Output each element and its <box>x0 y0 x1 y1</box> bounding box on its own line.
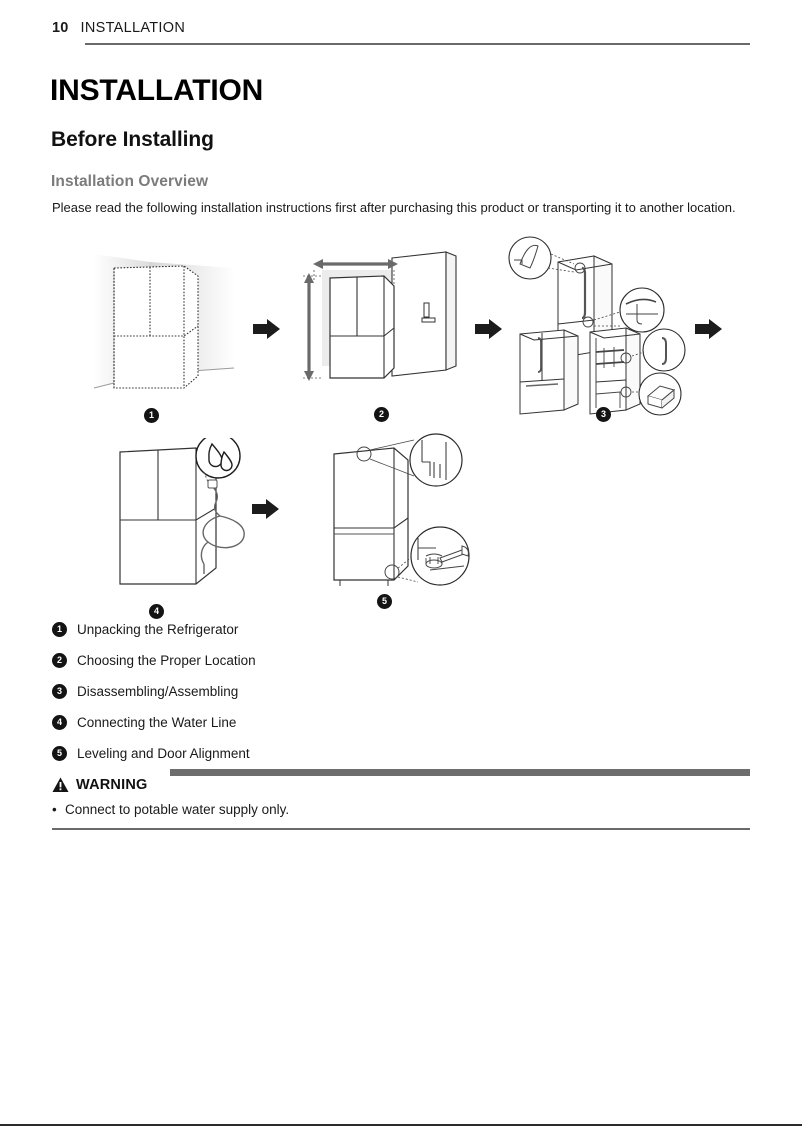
figure-1-unpacking <box>88 246 248 420</box>
list-item <box>52 738 452 769</box>
section-title: Before Installing <box>51 128 214 152</box>
warning-divider <box>52 828 750 830</box>
chapter-title: INSTALLATION <box>50 74 264 108</box>
flow-arrow-1 <box>253 318 281 345</box>
figure-3-disassembling <box>508 234 688 424</box>
refrigerator-door-removal-diagram <box>508 234 688 424</box>
subsection-title: Installation Overview <box>51 172 209 190</box>
page-number: 10 <box>52 20 69 36</box>
step-label: Connecting the Water Line <box>77 715 237 730</box>
warning-header-bar <box>170 769 750 776</box>
step-label: Leveling and Door Alignment <box>77 746 250 761</box>
warning-list-item <box>52 802 289 817</box>
arrow-right-icon <box>253 318 281 340</box>
flow-arrow-2 <box>475 318 503 345</box>
installation-overview-figures <box>0 232 802 614</box>
warning-header <box>52 777 147 793</box>
flow-arrow-3 <box>695 318 723 345</box>
figure-2-location <box>296 240 466 419</box>
step-label: Unpacking the Refrigerator <box>77 622 239 637</box>
warning-text: Connect to potable water supply only. <box>65 802 290 817</box>
step-number-badge: 1 <box>52 622 67 637</box>
header-chapter-name: INSTALLATION <box>80 20 186 36</box>
leveling-wrench-diagram <box>322 432 482 594</box>
step-label: Disassembling/Assembling <box>77 684 239 699</box>
bullet-icon: • <box>52 802 57 817</box>
page-header <box>52 20 750 44</box>
figure-badge-3: 3 <box>596 407 611 422</box>
warning-triangle-icon <box>52 777 69 793</box>
figure-badge-2: 2 <box>374 407 389 422</box>
step-number-badge: 5 <box>52 746 67 761</box>
step-number-badge: 2 <box>52 653 67 668</box>
refrigerator-doorway-dimensions-diagram <box>296 240 466 410</box>
step-label: Choosing the Proper Location <box>77 653 256 668</box>
figure-badge-5: 5 <box>377 594 392 609</box>
figure-badge-4: 4 <box>149 604 164 619</box>
installation-steps-list <box>52 614 452 769</box>
list-item <box>52 707 452 738</box>
arrow-right-icon <box>252 498 280 520</box>
flow-arrow-4 <box>252 498 280 525</box>
intro-paragraph: Please read the following installation instructions first after purchasing this product or transporting it to another location. <box>52 200 736 215</box>
arrow-right-icon <box>695 318 723 340</box>
list-item <box>52 645 452 676</box>
step-number-badge: 4 <box>52 715 67 730</box>
header-divider <box>85 43 750 45</box>
list-item <box>52 614 452 645</box>
arrow-right-icon <box>475 318 503 340</box>
refrigerator-in-corner-diagram <box>88 246 248 406</box>
footer-divider <box>0 1124 802 1126</box>
figure-badge-1: 1 <box>144 408 159 423</box>
figure-5-leveling <box>322 432 482 606</box>
step-number-badge: 3 <box>52 684 67 699</box>
list-item <box>52 676 452 707</box>
warning-label: WARNING <box>76 777 148 793</box>
